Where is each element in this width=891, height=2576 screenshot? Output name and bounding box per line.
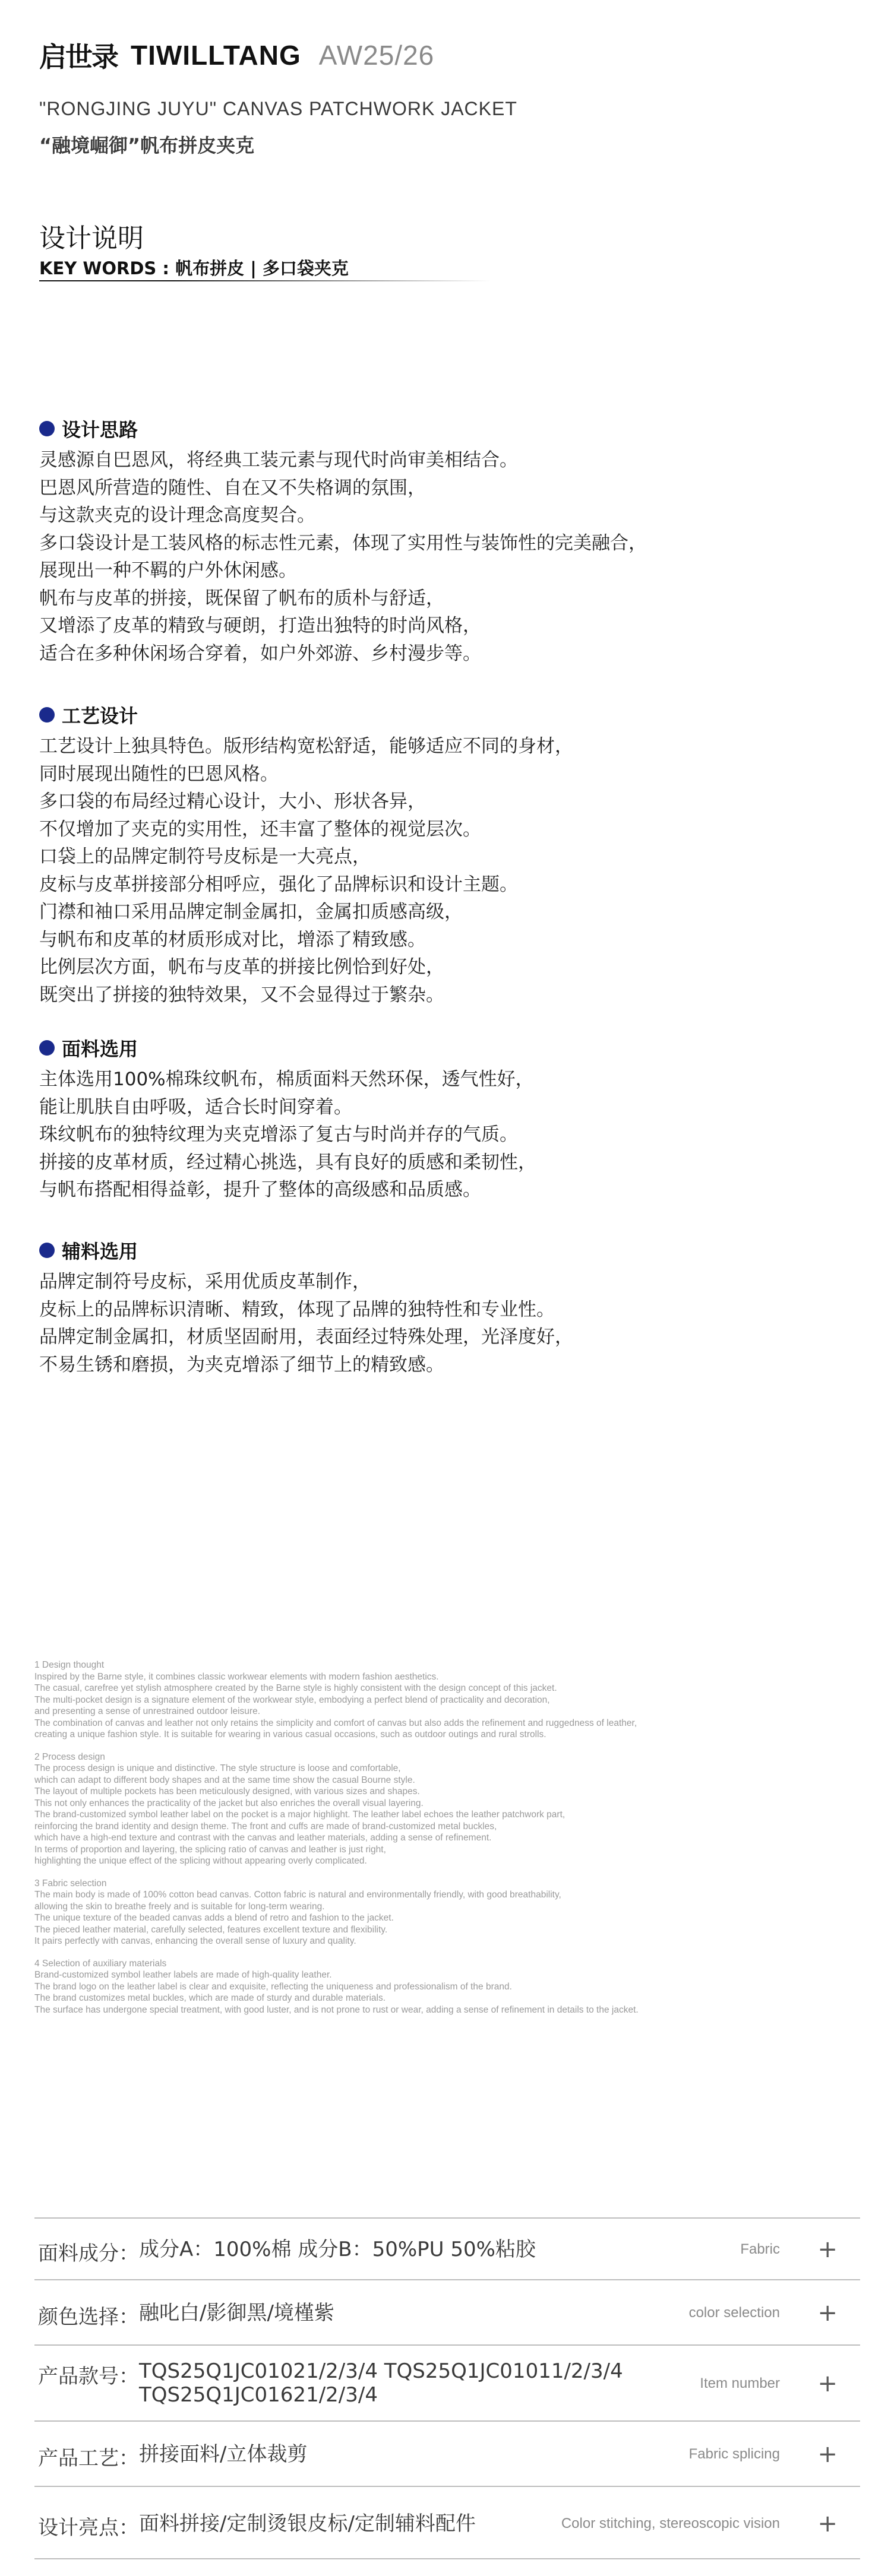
english-note-line: It pairs perfectly with canvas, enhancing the overall sense of luxury and quality. <box>34 1936 356 1946</box>
brand-logo-en: TIWILLTANG <box>131 40 301 71</box>
english-note-line: The casual, carefree yet stylish atmosphere created by the Barne style is highly consistent with the design concept of this jacket. <box>34 1683 557 1693</box>
spec-value: 成分A：100%棉 成分B：50%PU 50%粘胶 <box>139 2238 536 2261</box>
english-note-line: which can adapt to different body shapes and at the same time show the casual Bourne style. <box>34 1775 415 1785</box>
brand-header <box>39 36 434 75</box>
section-line: 比例层次方面，帆布与皮革的拼接比例恰到好处， <box>39 956 444 978</box>
spec-row[interactable] <box>34 2344 860 2420</box>
english-note-line: The combination of canvas and leather not only retains the simplicity and comfort of canvas but also adds the refinement and ruggedness of leather, <box>34 1718 637 1728</box>
section-title-text: 工艺设计 <box>62 705 138 727</box>
spec-english-label: Item number <box>700 2375 780 2391</box>
section-line: 主体选用100%棉珠纹帆布，棉质面料天然环保，透气性好， <box>39 1069 534 1090</box>
section-title <box>39 1035 811 1061</box>
spec-label: 设计亮点： <box>38 2516 139 2540</box>
section-line: 巴恩风所营造的随性、自在又不失格调的氛围， <box>39 477 426 499</box>
english-note-line: allowing the skin to breathe freely and is suitable for long-term wearing. <box>34 1901 325 1912</box>
english-note-line: which have a high-end texture and contrast with the canvas and leather materials, adding a sense of refinement. <box>34 1833 492 1843</box>
spec-table <box>34 2217 860 2559</box>
english-note-heading: 3 Fabric selection <box>34 1878 107 1889</box>
english-note-line: The brand customizes metal buckles, which are made of sturdy and durable materials. <box>34 1993 386 2003</box>
section-line: 皮标上的品牌标识清晰、精致，体现了品牌的独特性和专业性。 <box>39 1298 555 1320</box>
bullet-dot-icon <box>39 707 55 723</box>
spec-value: TQS25Q1JC01621/2/3/4 <box>139 2383 378 2407</box>
bullet-dot-icon <box>39 1040 55 1056</box>
english-note-line: The pieced leather material, carefully selected, features excellent texture and flexibility. <box>34 1924 388 1935</box>
bullet-dot-icon <box>39 421 55 436</box>
section-title-text: 面料选用 <box>62 1038 138 1060</box>
design-heading: 设计说明 <box>39 223 144 254</box>
english-note-line: Brand-customized symbol leather labels are made of high-quality leather. <box>34 1970 332 1980</box>
spec-value: TQS25Q1JC01021/2/3/4 TQS25Q1JC01011/2/3/4 <box>139 2359 623 2383</box>
spec-row[interactable] <box>34 2420 860 2486</box>
section-line: 适合在多种休闲场合穿着，如户外郊游、乡村漫步等。 <box>39 642 481 664</box>
section-line: 与帆布和皮革的材质形成对比，增添了精致感。 <box>39 929 426 950</box>
spec-label: 产品工艺： <box>38 2447 139 2470</box>
english-note-line: and presenting a sense of unrestrained outdoor leisure. <box>34 1706 260 1716</box>
section-line: 不易生锈和磨损，为夹克增添了细节上的精致感。 <box>39 1354 444 1376</box>
product-title-en: "RONGJING JUYU" CANVAS PATCHWORK JACKET <box>39 98 517 119</box>
english-note-line: The multi-pocket design is a signature element of the workwear style, embodying a perfect blend of practicality and decoration, <box>34 1694 550 1705</box>
product-title-zh: “融境崛御”帆布拼皮夹克 <box>39 134 255 157</box>
spec-english-label: Fabric splicing <box>688 2446 780 2462</box>
expand-plus-icon[interactable]: + <box>817 2370 838 2397</box>
section-line: 与这款夹克的设计理念高度契合。 <box>39 505 315 526</box>
english-note-line: The layout of multiple pockets has been meticulously designed, with various sizes and shapes. <box>34 1786 420 1796</box>
section-block <box>39 702 811 1009</box>
spec-value: 面料拼接/定制烫银皮标/定制辅料配件 <box>139 2512 476 2536</box>
section-line: 皮标与皮革拼接部分相呼应，强化了品牌标识和设计主题。 <box>39 873 518 895</box>
brand-logo-zh: 启世录 <box>39 41 118 73</box>
english-note-heading: 2 Process design <box>34 1751 105 1762</box>
section-line: 珠纹帆布的独特纹理为夹克增添了复古与时尚并存的气质。 <box>39 1124 518 1145</box>
section-line: 同时展现出随性的巴恩风格。 <box>39 763 279 785</box>
english-notes <box>34 1659 866 2026</box>
english-note-line: The brand-customized symbol leather label on the pocket is a major highlight. The leather label echoes the leather patchwork part, <box>34 1810 565 1820</box>
english-note-heading: 4 Selection of auxiliary materials <box>34 1958 167 1969</box>
section-title-text: 设计思路 <box>62 419 138 441</box>
section-block <box>39 1035 811 1204</box>
section-line: 多口袋的布局经过精心设计，大小、形状各异， <box>39 791 426 812</box>
english-note-line: The unique texture of the beaded canvas adds a blend of retro and fashion to the jacket. <box>34 1913 394 1923</box>
spec-value: 拼接面料/立体裁剪 <box>139 2442 308 2466</box>
section-line: 品牌定制符号皮标，采用优质皮革制作， <box>39 1271 371 1292</box>
spec-value: 融叱白/影御黑/境槿紫 <box>139 2301 334 2325</box>
english-note-line: The brand logo on the leather label is clear and exquisite, reflecting the uniqueness and professionalism of the brand. <box>34 1981 512 1992</box>
english-note-line: The surface has undergone special treatment, with good luster, and is not prone to rust or wear, adding a sense of refinement in details to the jacket. <box>34 2004 639 2015</box>
spec-english-label: Fabric <box>740 2241 780 2257</box>
section-line: 帆布与皮革的拼接，既保留了帆布的质朴与舒适， <box>39 587 444 609</box>
english-note-line: The main body is made of 100% cotton bead canvas. Cotton fabric is natural and environmentally friendly, with good breathability, <box>34 1890 561 1900</box>
section-line: 与帆布搭配相得益彰，提升了整体的高级感和品质感。 <box>39 1179 481 1200</box>
section-line: 灵感源自巴恩风，将经典工装元素与现代时尚审美相结合。 <box>39 449 518 471</box>
section-line: 多口袋设计是工装风格的标志性元素，体现了实用性与装饰性的完美融合， <box>39 532 647 554</box>
english-note-line: This not only enhances the practicality of the jacket but also enriches the overall visual layering. <box>34 1798 424 1808</box>
spec-label: 颜色选择： <box>38 2305 139 2329</box>
english-note-line: The process design is unique and distinctive. The style structure is loose and comfortable, <box>34 1763 401 1773</box>
keywords-line: KEY WORDS : 帆布拼皮 | 多口袋夹克 <box>39 258 349 278</box>
spec-label: 面料成分： <box>38 2242 139 2266</box>
keywords-underline <box>39 280 491 281</box>
section-line: 又增添了皮革的精致与硬朗，打造出独特的时尚风格， <box>39 615 481 636</box>
english-note-line: Inspired by the Barne style, it combines classic workwear elements with modern fashion aesthetics. <box>34 1671 439 1682</box>
english-note-heading: 1 Design thought <box>34 1660 105 1670</box>
spec-english-label: color selection <box>688 2305 780 2321</box>
english-note-line: In terms of proportion and layering, the splicing ratio of canvas and leather is just right, <box>34 1844 386 1855</box>
section-title <box>39 702 811 728</box>
section-line: 口袋上的品牌定制符号皮标是一大亮点， <box>39 846 371 867</box>
expand-plus-icon[interactable]: + <box>817 2441 838 2468</box>
spec-english-label: Color stitching, stereoscopic vision <box>561 2515 780 2531</box>
english-note-group <box>34 1751 866 1867</box>
section-title <box>39 1237 811 1263</box>
english-note-group <box>34 1659 866 1741</box>
spec-row[interactable] <box>34 2486 860 2559</box>
section-title <box>39 416 811 442</box>
expand-plus-icon[interactable]: + <box>817 2236 838 2263</box>
spec-row[interactable] <box>34 2217 860 2279</box>
section-title-text: 辅料选用 <box>62 1240 138 1263</box>
section-line: 不仅增加了夹克的实用性，还丰富了整体的视觉层次。 <box>39 818 481 840</box>
spec-label: 产品款号： <box>38 2365 139 2388</box>
section-block <box>39 416 811 667</box>
english-note-group <box>34 1958 866 2016</box>
expand-plus-icon[interactable]: + <box>817 2299 838 2327</box>
english-note-group <box>34 1878 866 1947</box>
section-line: 展现出一种不羁的户外休闲感。 <box>39 560 297 581</box>
english-note-line: reinforcing the brand identity and design theme. The front and cuffs are made of brand-customized metal buckles, <box>34 1821 497 1832</box>
bullet-dot-icon <box>39 1243 55 1258</box>
section-block <box>39 1237 811 1379</box>
section-line: 拼接的皮革材质，经过精心挑选，具有良好的质感和柔韧性， <box>39 1151 536 1173</box>
english-note-line: creating a unique fashion style. It is suitable for wearing in various casual occasions, such as outdoor outings and rural strolls. <box>34 1729 546 1739</box>
section-line: 工艺设计上独具特色。版形结构宽松舒适，能够适应不同的身材， <box>39 736 573 757</box>
section-line: 品牌定制金属扣，材质坚固耐用，表面经过特殊处理，光泽度好， <box>39 1326 573 1348</box>
english-note-line: highlighting the unique effect of the splicing without appearing overly complicated. <box>34 1856 367 1866</box>
section-line: 能让肌肤自由呼吸，适合长时间穿着。 <box>39 1096 352 1118</box>
spec-row[interactable] <box>34 2279 860 2344</box>
season-label: AW25/26 <box>318 40 435 71</box>
expand-plus-icon[interactable]: + <box>817 2510 838 2537</box>
section-line: 既突出了拼接的独特效果，又不会显得过于繁杂。 <box>39 984 444 1006</box>
section-line: 门襟和袖口采用品牌定制金属扣，金属扣质感高级， <box>39 901 463 923</box>
